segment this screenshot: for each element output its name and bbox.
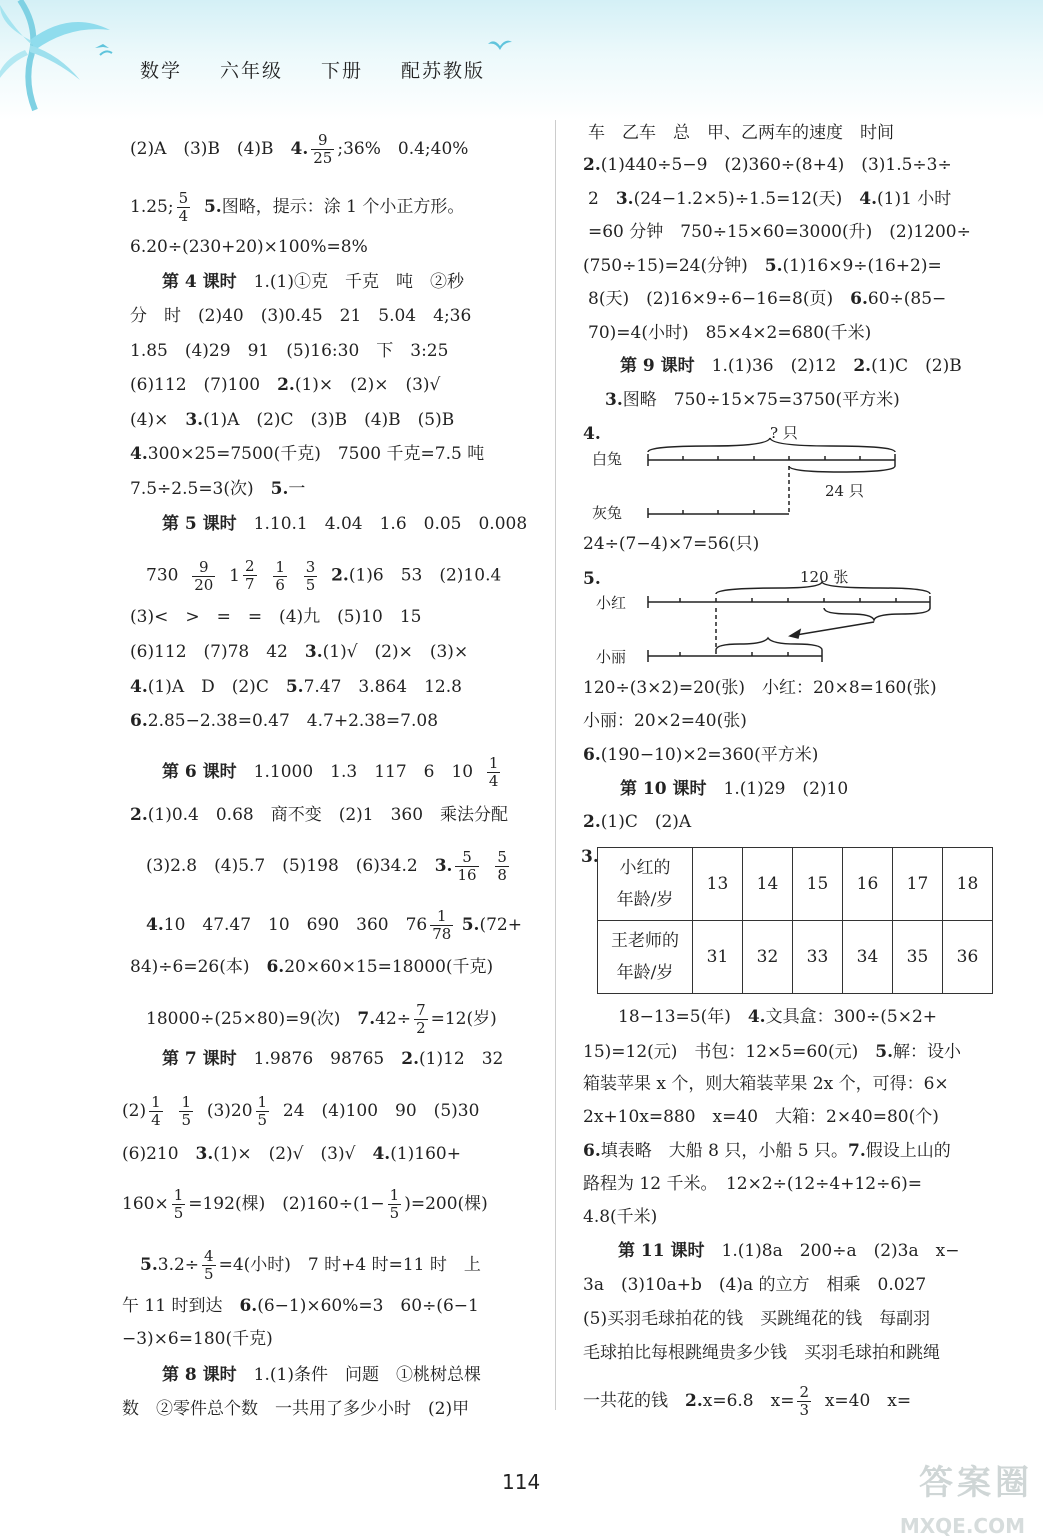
lesson-title: 第 10 课时 bbox=[620, 779, 707, 799]
right-line-26: 毛球拍比每根跳绳贵多少钱 买羽毛球拍和跳绳 bbox=[583, 1343, 940, 1363]
left-line-5: 分 时 (2)40 (3)0.45 21 5.04 4;36 bbox=[130, 306, 472, 326]
left-line-6: 1.85 (4)29 91 (5)16:30 下 3:25 bbox=[130, 341, 449, 361]
right-line-21: 路程为 12 千米。 12×2÷(12÷4+12÷6)= bbox=[583, 1174, 923, 1194]
left-line-2: 1.25; $\frac{5}{4}$ 5.图略，提示：涂 1 个小正方形。 bbox=[130, 189, 465, 225]
lesson-title: 第 7 课时 bbox=[162, 1049, 237, 1069]
header-subject: 数学 bbox=[140, 60, 183, 82]
left-line-10: 7.5÷2.5=3(次) 5.一 bbox=[130, 479, 306, 499]
palm-tree-decoration-icon bbox=[0, 0, 150, 115]
right-line-18: 箱装苹果 x 个，则大箱装苹果 2x 个，可得：6× bbox=[583, 1074, 949, 1094]
right-line-17: 15)=12(元) 书包：12×5=60(元) 5.解：设小 bbox=[583, 1042, 961, 1062]
right-line-14: 第 10 课时 1.(1)29 (2)10 bbox=[620, 779, 849, 799]
right-line-4: =60 分钟 750÷15×60=3000(升) (2)1200÷ bbox=[588, 222, 971, 242]
right-line-9: 3.图略 750÷15×75=3750(平方米) bbox=[605, 390, 900, 410]
lesson-title: 第 5 课时 bbox=[162, 514, 237, 534]
watermark-logo: 答案圈 bbox=[919, 1463, 1033, 1503]
diagram-5-row1-label: 小红 bbox=[596, 594, 627, 612]
left-line-18: 2.(1)0.4 0.68 商不变 (2)1 360 乘法分配 bbox=[130, 805, 509, 825]
left-line-8: (4)× 3.(1)A (2)C (3)B (4)B (5)B bbox=[130, 410, 455, 430]
diagram-5-row2-label: 小丽 bbox=[596, 648, 627, 666]
left-line-15: 4.(1)A D (2)C 5.7.47 3.864 12.8 bbox=[130, 677, 462, 697]
left-line-9: 4.300×25=7500(千克) 7500 千克=7.5 吨 bbox=[130, 444, 485, 464]
lesson-title: 第 11 课时 bbox=[618, 1241, 705, 1261]
table-row: 王老师的 年龄/岁 31 32 33 34 35 36 bbox=[598, 921, 993, 994]
right-line-23: 第 11 课时 1.(1)8a 200÷a (2)3a x− bbox=[618, 1241, 960, 1261]
left-line-31: 数 ②零件总个数 一共用了多少小时 (2)甲 bbox=[122, 1399, 470, 1419]
right-line-11: 120÷(3×2)=20(张) 小红：20×8=160(张) bbox=[583, 678, 937, 698]
left-line-27: 5.3.2÷ $\frac{4}{5}$ =4(小时) 7 时+4 时=11 时 上 bbox=[140, 1247, 481, 1283]
left-line-17: 第 6 课时 1.1000 1.3 117 6 10 $\frac{1}{4}$ bbox=[162, 754, 499, 790]
lesson-title: 第 4 课时 bbox=[162, 272, 237, 292]
header-edition: 配苏教版 bbox=[401, 60, 486, 82]
diagram-4-row2-label: 灰兔 bbox=[592, 504, 623, 522]
right-line-3: 2 3.(24−1.2×5)÷1.5=12(天) 4.(1)1 小时 bbox=[588, 189, 952, 209]
right-line-5: (750÷15)=24(分钟) 5.(1)16×9÷(16+2)= bbox=[583, 256, 942, 276]
lesson-title: 第 6 课时 bbox=[162, 762, 237, 782]
right-line-7: 70)=4(小时) 85×4×2=680(千米) bbox=[588, 323, 872, 343]
right-line-15: 2.(1)C (2)A bbox=[583, 812, 692, 832]
right-line-27: 一共花的钱 2.x=6.8 x= $\frac{2}{3}$ x=40 x= bbox=[583, 1383, 912, 1419]
lesson-title: 第 8 课时 bbox=[162, 1365, 237, 1385]
left-line-26: 160× $\frac{1}{5}$ =192(棵) (2)160÷(1− $\frac{1}{5}$ )=200(棵) bbox=[122, 1186, 488, 1222]
left-line-3: 6.20÷(230+20)×100%=8% bbox=[130, 237, 368, 257]
diagram-4-row1-label: 白兔 bbox=[592, 450, 623, 468]
table-number: 3. bbox=[581, 847, 599, 867]
right-line-25: (5)买羽毛球拍花的钱 买跳绳花的钱 每副羽 bbox=[583, 1309, 931, 1329]
diagram-4-bottom-label: 24 只 bbox=[825, 482, 864, 500]
left-line-16: 6.2.85−2.38=0.47 4.7+2.38=7.08 bbox=[130, 711, 439, 731]
diagram-4-top-label: ? 只 bbox=[770, 424, 798, 442]
left-line-19: (3)2.8 (4)5.7 (5)198 (6)34.2 3. $\frac{5}{16}$ $\frac{5}{8}$ bbox=[146, 848, 507, 884]
left-line-29: −3)×6=180(千克) bbox=[122, 1329, 273, 1349]
right-line-22: 4.8(千米) bbox=[583, 1207, 658, 1227]
right-line-1: 车 乙车 总 甲、乙两车的速度 时间 bbox=[588, 123, 894, 143]
left-line-28: 午 11 时到达 6.(6−1)×60%=3 60÷(6−1 bbox=[122, 1296, 479, 1316]
bird-icon bbox=[488, 38, 512, 52]
diagram-5-number: 5. bbox=[583, 569, 601, 589]
left-line-20: 4.10 47.47 10 690 360 76 $\frac{1}{78}$ 5.(72+ bbox=[146, 907, 522, 943]
left-line-7: (6)112 (7)100 2.(1)× (2)× (3)√ bbox=[130, 375, 441, 395]
left-line-12: 730 $\frac{9}{20}$ 1 2 7 $\frac{1}{6}$ $\frac{3}{5}$ 2.(1)6 53 (2)10.4 bbox=[146, 557, 502, 594]
line-segment-diagram-4 bbox=[640, 430, 910, 520]
right-line-24: 3a (3)10a+b (4)a 的立方 相乘 0.027 bbox=[583, 1275, 927, 1295]
fraction: $\frac{5}{4}$ bbox=[178, 189, 189, 225]
right-line-16: 18−13=5(年) 4.文具盒：300÷(5×2+ bbox=[618, 1007, 938, 1027]
diagram-5-top-label: 120 张 bbox=[800, 568, 849, 586]
left-line-13: (3)< > = = (4)九 (5)10 15 bbox=[130, 607, 422, 627]
diagram-4-number: 4. bbox=[583, 424, 601, 444]
table-row: 小红的 年龄/岁 13 14 15 16 17 18 bbox=[598, 848, 993, 921]
right-line-19: 2x+10x=880 x=40 大箱：2×40=80(个) bbox=[583, 1107, 939, 1127]
right-line-8: 第 9 课时 1.(1)36 (2)12 2.(1)C (2)B bbox=[620, 356, 962, 376]
right-line-13: 6.(190−10)×2=360(平方米) bbox=[583, 745, 819, 765]
left-line-25: (6)210 3.(1)× (2)√ (3)√ 4.(1)160+ bbox=[122, 1144, 461, 1164]
line-segment-diagram-5 bbox=[640, 580, 940, 670]
header-title bbox=[140, 56, 523, 83]
lesson-title: 第 9 课时 bbox=[620, 356, 695, 376]
left-line-1: (2)A (3)B (4)B 4. $\frac{9}{25}$ ;36% 0.4;40% bbox=[130, 131, 469, 167]
left-line-30: 第 8 课时 1.(1)条件 问题 ①桃树总棵 bbox=[162, 1365, 481, 1385]
watermark-url: MXQE.COM bbox=[899, 1514, 1025, 1538]
left-line-14: (6)112 (7)78 42 3.(1)√ (2)× (3)× bbox=[130, 642, 469, 662]
column-divider bbox=[555, 120, 556, 1410]
header-volume: 下册 bbox=[321, 60, 364, 82]
fraction: $\frac{9}{25}$ bbox=[313, 131, 333, 167]
left-line-21: 84)÷6=26(本) 6.20×60×15=18000(千克) bbox=[130, 957, 494, 977]
right-line-20: 6.填表略 大船 8 只，小船 5 只。7.假设上山的 bbox=[583, 1141, 951, 1161]
left-line-24: (2) $\frac{1}{4}$ $\frac{1}{5}$ (3)20 $\frac{1}{5}$ 24 (4)100 90 (5)30 bbox=[122, 1093, 480, 1129]
left-line-11: 第 5 课时 1.10.1 4.04 1.6 0.05 0.008 bbox=[162, 514, 528, 534]
left-line-4: 第 4 课时 1.(1)①克 千克 吨 ②秒 bbox=[162, 272, 464, 292]
right-line-10: 24÷(7−4)×7=56(只) bbox=[583, 534, 760, 554]
right-line-12: 小丽：20×2=40(张) bbox=[583, 711, 747, 731]
page-number: 114 bbox=[502, 1470, 541, 1494]
left-line-22: 18000÷(25×80)=9(次) 7.42÷ $\frac{7}{2}$ =12(岁) bbox=[146, 1001, 497, 1037]
age-table bbox=[597, 847, 993, 994]
right-line-2: 2.(1)440÷5−9 (2)360÷(8+4) (3)1.5÷3÷ bbox=[583, 155, 952, 175]
header-grade: 六年级 bbox=[220, 60, 284, 82]
left-line-23: 第 7 课时 1.9876 98765 2.(1)12 32 bbox=[162, 1049, 504, 1069]
right-line-6: 8(天) (2)16×9÷6−16=8(页) 6.60÷(85− bbox=[588, 289, 947, 309]
